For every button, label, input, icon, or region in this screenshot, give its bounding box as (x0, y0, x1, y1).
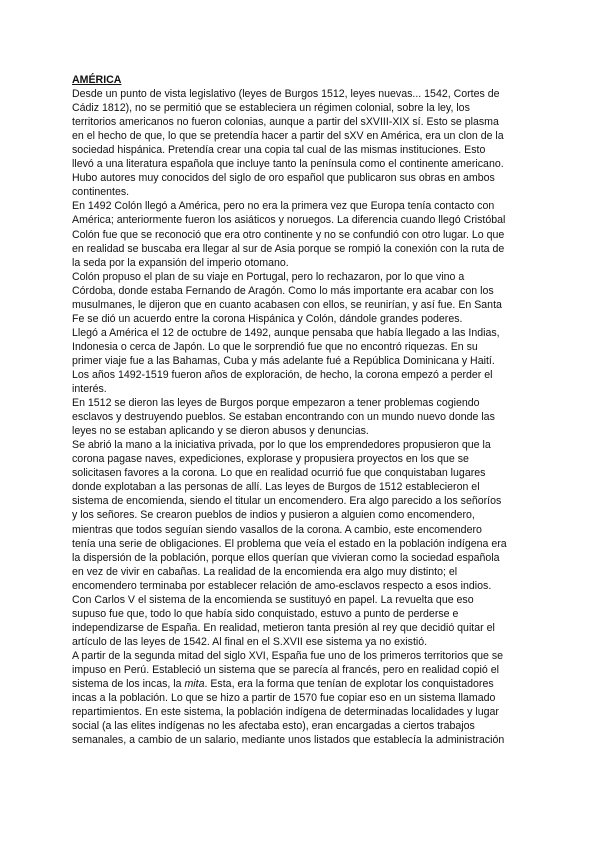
text-line: incas a la población. Lo que se hizo a partir de 1570 fue copiar eso en un sistema llamado (72, 692, 496, 705)
text-line: en vez de vivir en cabañas. La realidad de la encomienda era algo muy distinto; el (72, 565, 458, 578)
paragraph (72, 396, 532, 438)
text-line: sistema de los incas, la mita. Esta, era la forma que tenían de explotar los conquistadores (72, 678, 494, 691)
paragraph (72, 326, 532, 396)
text-line: Colón propuso el plan de su viaje en Portugal, pero lo rechazaron, por lo que vino a (72, 270, 465, 283)
paragraph (72, 270, 532, 326)
text-line: Se abrió la mano a la iniciativa privada, por lo que los emprendedores propusieron que la (72, 439, 491, 452)
document-title: AMÉRICA (72, 74, 122, 86)
italic-term: mita (184, 678, 205, 691)
paragraph (72, 199, 532, 269)
text-line: Colón fue que se reconoció que era otro continente y no se confundió con otro lugar. Lo que (72, 228, 505, 241)
text-line: sistema de encomienda, siendo el titular un encomendero. Era algo parecido a los señoríos (72, 495, 502, 508)
text-line: artículo de las leyes de 1542. Al final en el S.XVII ese sistema ya no existió. (72, 635, 428, 648)
text-line: repartimientos. En este sistema, la población indígena de determinadas localidades y lugar (72, 706, 499, 719)
text-line: donde explotaban a las personas de allí. Las leyes de Burgos de 1512 establecieron el (72, 481, 480, 494)
text-line: Córdoba, donde estaba Fernando de Aragón. Como lo más importante era acabar con los (72, 284, 494, 297)
document-body (72, 87, 532, 747)
text-line: corona pagase naves, expediciones, explorase y propusiera proyectos en los que se (72, 453, 469, 466)
text-line: Llegó a América el 12 de octubre de 1492, aunque pensaba que había llegado a las Indias, (72, 326, 500, 339)
text-line: sociedad hispánica. Pretendía crear una copia tal cual de las mismas instituciones. Esto (72, 144, 486, 157)
text-line: impuso en Perú. Estableció un sistema que se parecía al francés, pero en realidad copió el (72, 663, 499, 676)
text-line: Desde un punto de vista legislativo (leyes de Burgos 1512, leyes nuevas... 1542, Cortes de (72, 88, 500, 101)
text-line: territorios americanos no fueron colonias, aunque a partir del sXVIII-XIX sí. Esto se plasma (72, 116, 499, 129)
text-line: Cádiz 1812), no se permitió que se estableciera un régimen colonial, sobre la ley, los (72, 102, 470, 115)
text-line: leyes no se estaban aplicando y se dieron abusos y denuncias. (72, 425, 369, 438)
text-line: solicitasen favores a la corona. Lo que en realidad ocurrió fue que conquistaban lugares (72, 467, 486, 480)
text-line: En 1512 se dieron las leyes de Burgos porque empezaron a tener problemas cogiendo (72, 397, 480, 410)
text-line: tenía una serie de obligaciones. El problema que veía el estado en la población indígena era (72, 537, 507, 550)
text-line: en realidad se buscaba era llegar al sur de Asia porque se rompió la conexión con la ruta de (72, 242, 505, 255)
text-line: Hubo autores muy conocidos del siglo de oro español que publicaron sus obras en ambos (72, 172, 495, 185)
text-line: Fe se dió un acuerdo entre la corona Hispánica y Colón, dándole grandes poderes. (72, 312, 463, 325)
text-line: social (a las elites indígenas no les afectaba esto), eran encargadas a ciertos trabajos (72, 720, 475, 733)
document-page (72, 73, 532, 747)
text-line: América; anteriormente fueron los asiáticos y noruegos. La diferencia cuando llegó Cristóbal (72, 214, 506, 227)
text-line: llevó a una literatura española que incluye tanto la península como el continente americano. (72, 158, 504, 171)
paragraph (72, 87, 532, 199)
text-line: en el hecho de que, lo que se pretendía hacer a partir del sXV en América, era un clon de la (72, 130, 504, 143)
text-line: primer viaje fue a las Bahamas, Cuba y más adelante fué a República Dominicana y Haití. (72, 354, 495, 367)
paragraph (72, 593, 532, 649)
text-line: esclavos y destruyendo pueblos. Se estaban encontrando con un mundo nuevo donde las (72, 411, 495, 424)
text-line: encomendero terminaba por establecer relación de amo-esclavos respecto a esos indios. (72, 579, 492, 592)
text-line: mientras que todos seguían siendo vasallos de la corona. A cambio, este encomendero (72, 523, 482, 536)
text-line: Los años 1492-1519 fueron años de exploración, de hecho, la corona empezó a perder el (72, 368, 493, 381)
text-line: continentes. (72, 186, 130, 199)
text-line: la seda por la expansión del imperio otomano. (72, 256, 289, 269)
paragraph (72, 649, 532, 747)
text-line: supuso fue que, todo lo que había sido conquistado, estuvo a punto de perderse e (72, 607, 459, 620)
text-line: Con Carlos V el sistema de la encomienda se sustituyó en papel. La revuelta que eso (72, 593, 474, 606)
text-line: Indonesia o cerca de Japón. Lo que le sorprendió fue que no encontró riquezas. En su (72, 340, 478, 353)
text-line: interés. (72, 383, 107, 396)
text-line: musulmanes, le dijeron que en cuanto acabasen con ellos, se reunirían, y así fue. En Santa (72, 298, 502, 311)
text-line: y los señores. Se crearon pueblos de indios y pusieron a alguien como encomendero, (72, 509, 475, 522)
paragraph (72, 438, 532, 593)
text-line: independizarse de España. En realidad, metieron tanta presión al rey que decidió quitar el (72, 621, 495, 634)
text-line: semanales, a cambio de un salario, mediante unos listados que establecía la administración (72, 734, 505, 747)
text-line: la dispersión de la población, porque ellos querían que vivieran como la sociedad española (72, 551, 500, 564)
text-line: En 1492 Colón llegó a América, pero no era la primera vez que Europa tenía contacto con (72, 200, 495, 213)
text-line: A partir de la segunda mitad del siglo XVI, España fue uno de los primeros territorios que se (72, 649, 504, 662)
